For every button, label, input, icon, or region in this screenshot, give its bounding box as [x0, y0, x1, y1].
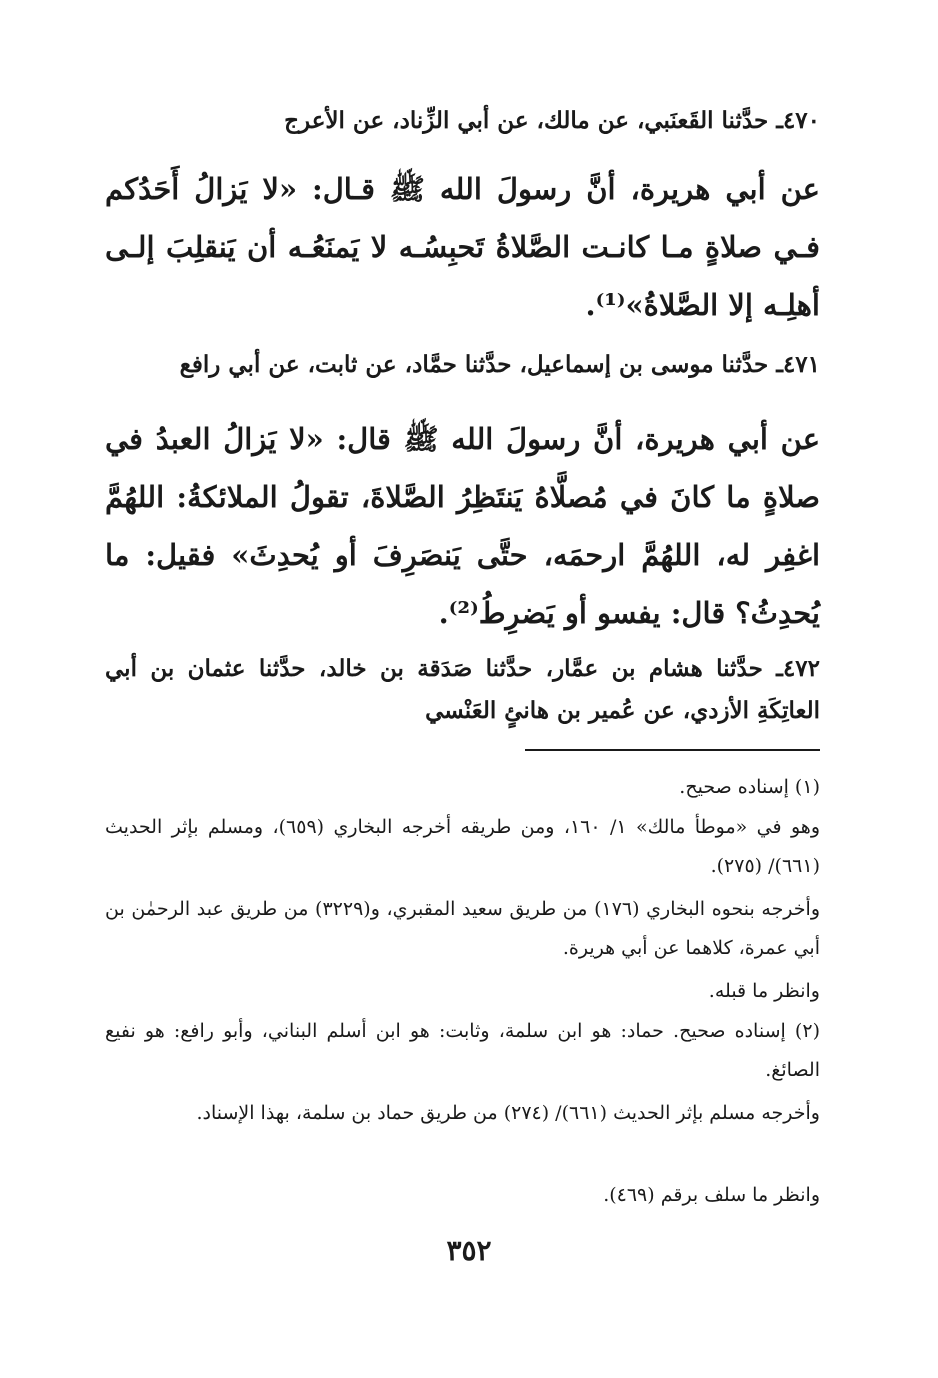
footnote-2-source: وأخرجه مسلم بإثر الحديث (٦٦١)/ (٢٧٤) من طريق حماد بن سلمة، بهذا الإسناد.: [196, 1102, 820, 1124]
hadith-470-matn: عن أبي هريرة، أنَّ رسولَ الله ﷺ قـال: «لا يَزالُ أَحَدُكم فـي صلاةٍ مـا كانـت الصَّلاةُ تَحبِسُـه لا يَمنَعُـه أن يَنقلِبَ إلـى أهلِـه إلا الصَّلاةُ»⁽¹⁾.: [105, 172, 820, 322]
footnote-divider: [525, 749, 820, 751]
hadith-471-matn: عن أبي هريرة، أنَّ رسولَ الله ﷺ قال: «لا يَزالُ العبدُ في صلاةٍ ما كانَ في مُصلَّاهُ يَنتَظِرُ الصَّلاةَ، تقولُ الملائكةُ: اللهُمَّ اغفِر له، اللهُمَّ ارحمَه، حتَّى يَنصَرِفَ أو يُحدِثَ» فقيل: ما يُحدِثُ؟ قال: يفسو أو يَضرِطُ⁽²⁾.: [105, 422, 820, 630]
footnote-1-see: وانظر ما قبله.: [708, 980, 820, 1002]
footnote-1-extra: وأخرجه بنحوه البخاري (١٧٦) من طريق سعيد المقبري، و(٣٢٢٩) من طريق عبد الرحمٰن بن أبي عمرة، كلاهما عن أبي هريرة.: [105, 898, 820, 959]
hadith-471-isnad: ٤٧١ـ حدَّثنا موسى بن إسماعيل، حدَّثنا حمَّاد، عن ثابت، عن أبي رافع: [179, 351, 820, 378]
footnote-2: (٢) إسناده صحيح. حماد: هو ابن سلمة، وثابت: هو ابن أسلم البناني، وأبو رافع: هو نفيع الصائغ.: [105, 1020, 820, 1081]
footnote-1-source: وهو في «موطأ مالك» ١/ ١٦٠، ومن طريقه أخرجه البخاري (٦٥٩)، ومسلم بإثر الحديث (٦٦١)/ (٢٧٥).: [105, 816, 820, 877]
hadith-470-isnad: ٤٧٠ـ حدَّثنا القَعنَبي، عن مالك، عن أبي الزِّناد، عن الأعرج: [284, 107, 820, 134]
hadith-472-isnad: ٤٧٢ـ حدَّثنا هشام بن عمَّار، حدَّثنا صَدَقة بن خالد، حدَّثنا عثمان بن أبي العاتِكَةِ الأزدي، عن عُمير بن هانئٍ العَنْسي: [105, 655, 820, 724]
footnote-1: (١) إسناده صحيح.: [679, 776, 820, 798]
page-number: ٣٥٢: [446, 1234, 492, 1267]
footnote-2-see: وانظر ما سلف برقم (٤٦٩).: [603, 1184, 820, 1206]
